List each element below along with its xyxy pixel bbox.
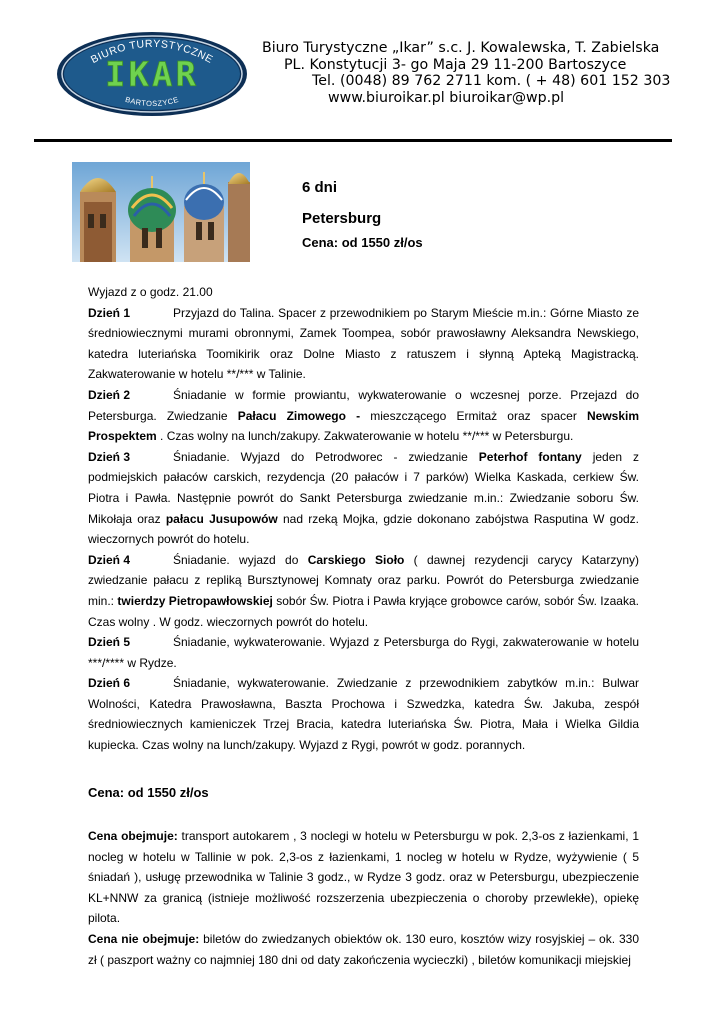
day-text: ( dawnej rezydencji carycy Katarzyny) zwiedzanie pałacu z repliką Bursztynowej Komnaty oraz parku. Powrót do Petersburga zwiedzanie min.: (88, 552, 639, 608)
logo-bottom-text: BARTOSZYCE (124, 94, 180, 109)
itinerary-days (88, 303, 639, 756)
trip-price: Cena: od 1550 zł/os (302, 235, 423, 250)
day-label: Dzień 3 (88, 449, 131, 464)
day-text: nad rzeką Mojka, gdzie dokonano zabójstwa Rasputina W godz. wieczornych powrót do hotelu. (88, 511, 640, 547)
price-excludes-label: Cena nie obejmuje: (88, 931, 200, 946)
company-address: PL. Konstytucji 3- go Maja 29 11-200 Bartoszyce (284, 56, 627, 73)
ikar-logo (56, 31, 248, 117)
company-web-email: www.biuroikar.pl biuroikar@wp.pl (328, 89, 565, 106)
day-highlight: Peterhof fontany (478, 449, 582, 464)
day-text: Śniadanie, wykwaterowanie. Wyjazd z Petersburga do Rygi, zakwaterowanie w hotelu ***/**** w Rydze. (88, 635, 639, 670)
price-terms (88, 826, 639, 970)
header-divider (34, 139, 672, 142)
church-photo (72, 162, 250, 262)
day-text: jeden z podmiejskich pałaców carskich, rezydencja (20 pałaców i 7 parków) Wielka Kaskada, cerkiew Św. Piotra i Pawła. Następnie powrót do Sankt Petersburga zwiedzanie m.in.: Zwiedzanie soboru Św. Mikołaja oraz (88, 449, 640, 526)
day-highlight: Carskiego Sioło (307, 552, 405, 567)
day-text: Śniadanie w formie prowiantu, wykwaterowanie o wczesnej porze. Przejazd do Petersburga. Zwiedzanie (88, 387, 639, 423)
price-heading: Cena: od 1550 zł/os (88, 785, 209, 800)
company-name: Biuro Turystyczne „Ikar” s.c. J. Kowalewska, T. Zabielska (262, 40, 660, 56)
day-label: Dzień 5 (88, 635, 131, 650)
day-label: Dzień 1 (88, 305, 131, 320)
itinerary-day (88, 385, 639, 447)
day-text: sobór Św. Piotra i Pawła kryjące grobowce carów, sobór Św. Izaaka. Czas wolny . W godz. wieczornych powrót do hotelu. (88, 593, 639, 629)
itinerary-day (88, 303, 639, 385)
itinerary-day (88, 447, 639, 550)
day-highlight: pałacu Jusupowów (165, 511, 278, 526)
day-highlight: Newskim Prospektem (88, 408, 640, 444)
trip-destination: Petersburg (302, 210, 382, 227)
price-excludes-text: biletów do zwiedzanych obiektów ok. 130 euro, kosztów wizy rosyjskiej – ok. 330 zł ( paszport ważny co najmniej 180 dni od daty zakończenia wycieczki) , biletów komunikacji miejskiej (88, 931, 639, 967)
day-text: Śniadanie. Wyjazd do Petrodworec - zwiedzanie (173, 449, 479, 464)
day-label: Dzień 4 (88, 552, 131, 567)
price-includes-text: transport autokarem , 3 noclegi w hotelu w Petersburgu w pok. 2,3-os z łazienkami, 1 nocleg w hotelu w Tallinie w pok. 2,3-os z łazienkami, 1 nocleg w hotelu w Rydze, wyżywienie ( 5 śniadań ), usługę przewodnika w Talinie 3 godz., w Rydze 3 godz. oraz w Petersburgu, ubezpieczenie KL+NNW za granicą (istnieje możliwość rozszerzenia ubezpieczenia o choroby przewlekłe), opiekę pilota. (88, 829, 639, 926)
logo-top-text: BIURO TURYSTYCZNE (88, 37, 216, 67)
price-excludes (88, 929, 639, 970)
day-highlight: twierdzy Pietropawłowskiej (117, 593, 273, 608)
company-info (262, 40, 682, 106)
day-label: Dzień 2 (88, 387, 131, 402)
day-text: Przyjazd do Talina. Spacer z przewodnikiem po Starym Mieście m.in.: Górne Miasto ze średniowiecznymi murami obronnymi, Zamek Toompea, sobór prawosławny Aleksandra Newskiego, katedra luteriańska Toomikirik oraz Dolne Miasto z ratuszem i słynną Apteką Magistracką. Zakwaterowanie w hotelu **/*** w Talinie. (88, 305, 639, 382)
price-includes-label: Cena obejmuje: (88, 829, 178, 843)
logo-main-text: IKAR (105, 55, 199, 95)
day-text: . Czas wolny na lunch/zakupy. Zakwaterowanie w hotelu **/*** w Petersburgu. (156, 429, 574, 444)
itinerary-day (88, 673, 639, 755)
itinerary-day (88, 550, 639, 632)
day-highlight: Pałacu Zimowego - (237, 408, 361, 423)
day-label: Dzień 6 (88, 676, 131, 691)
company-phone: Tel. (0048) 89 762 2711 kom. ( + 48) 601 152 303 (312, 73, 671, 89)
trip-days: 6 dni (302, 179, 338, 196)
itinerary (88, 282, 639, 756)
day-text: mieszczącego Ermitaż oraz spacer (360, 408, 587, 423)
day-text: Śniadanie, wykwaterowanie. Zwiedzanie z przewodnikiem zabytków m.in.: Bulwar Wolności, Katedra Prawosławna, Baszta Prochowa i Szwedzka, katedra Św. Jakuba, zespół średniowiecznych kamieniczek Trzej Bracia, katedra luteriańska Św. Piotra, Mała i Wielka Gildia kupiecka. Czas wolny na lunch/zakupy. Wyjazd z Rygi, powrót w godz. porannych. (88, 676, 639, 753)
day-text: Śniadanie. wyjazd do (173, 552, 308, 567)
departure-time: Wyjazd z o godz. 21.00 (88, 285, 213, 299)
price-includes (88, 826, 639, 929)
itinerary-day (88, 632, 639, 673)
